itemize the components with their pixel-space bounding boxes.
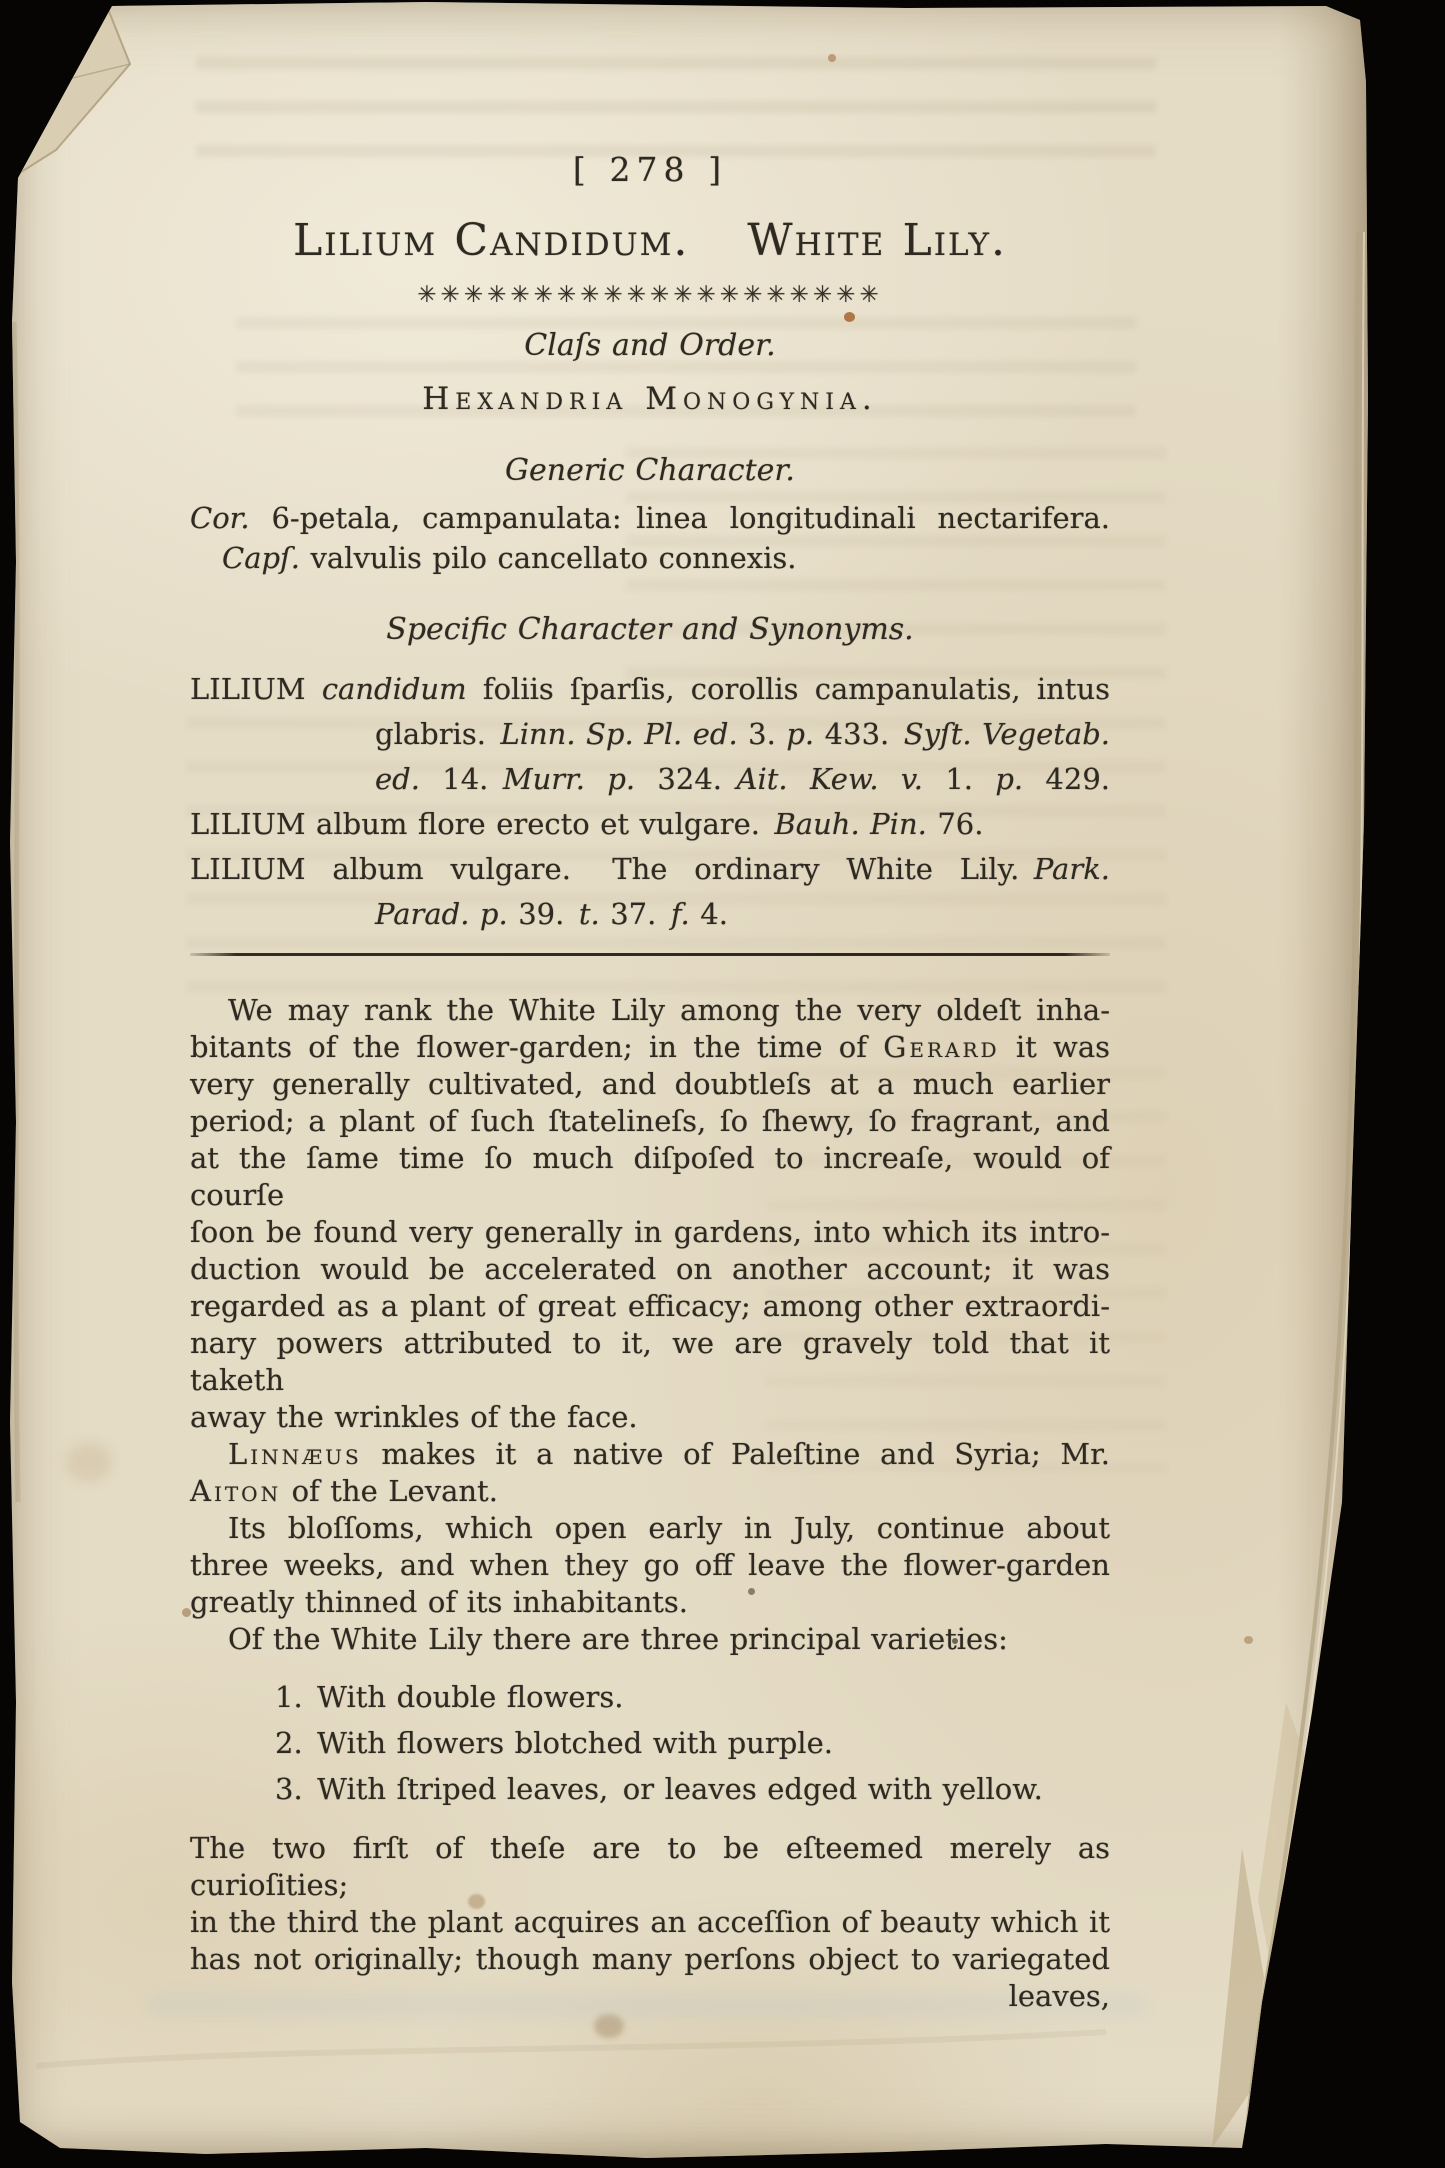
body-line: period; a plant of ſuch ſtatelineſs, ſo ſhewy, ſo fragrant, and bbox=[190, 1104, 1110, 1138]
body-line: has not originally; though many perſons object to variegated bbox=[190, 1942, 1110, 1976]
title-latin: Lilium Candidum. bbox=[292, 215, 690, 266]
body-line: in the third the plant acquires an acceſſion of beauty which it bbox=[190, 1905, 1110, 1939]
body-line: at the ſame time ſo much diſpoſed to increaſe, would of courſe bbox=[190, 1141, 1110, 1212]
ornament-rule: ✳✳✳✳✳✳✳✳✳✳✳✳✳✳✳✳✳✳✳✳ bbox=[417, 282, 883, 308]
body-line: very generally cultivated, and doubtleſs at a much earlier bbox=[190, 1067, 1110, 1101]
synonyms-block bbox=[190, 667, 1110, 937]
text-column bbox=[190, 0, 1110, 2015]
generic-character-heading: Generic Character. bbox=[505, 453, 795, 488]
variety-item: 2. With flowers blotched with purple. bbox=[275, 1726, 833, 1760]
body-line: Its bloſſoms, which open early in July, continue about bbox=[228, 1511, 1110, 1545]
class-order-heading: Claſs and Order. bbox=[524, 328, 776, 363]
body-line: ſoon be found very generally in gardens, into which its intro- bbox=[190, 1215, 1110, 1249]
synonym-line: LILIUM album vulgare. The ordinary White Lily. Park. bbox=[190, 852, 1110, 886]
section-divider-rule bbox=[190, 953, 1110, 956]
body-line: duction would be accelerated on another account; it was bbox=[190, 1252, 1110, 1286]
synonym-line: glabris. Linn. Sp. Pl. ed. 3. p. 433. Syſt. Vegetab. bbox=[375, 717, 1110, 751]
body-line: nary powers attributed to it, we are gravely told that it taketh bbox=[190, 1326, 1110, 1397]
body-line: Of the White Lily there are three principal varieties: bbox=[228, 1622, 1008, 1656]
class-order-value: Hexandria Monogynia. bbox=[422, 381, 878, 417]
specific-character-heading: Specific Character and Synonyms. bbox=[386, 612, 914, 647]
stain bbox=[1384, 1946, 1412, 1972]
variety-item: 3. With ſtriped leaves, or leaves edged with yellow. bbox=[275, 1772, 1043, 1806]
synonym-line: Parad. p. 39. t. 37. f. 4. bbox=[375, 897, 728, 931]
stain bbox=[1306, 2012, 1326, 2030]
variety-item: 1. With double flowers. bbox=[275, 1680, 624, 1714]
catchword: leaves, bbox=[1008, 1979, 1110, 2013]
synonym-line: LILIUM candidum foliis ſparſis, corollis campanulatis, intus bbox=[190, 672, 1110, 706]
generic-character-block bbox=[190, 498, 1110, 578]
body-line: Aiton of the Levant. bbox=[190, 1474, 498, 1508]
closing-paragraph bbox=[190, 1830, 1110, 2015]
synonym-line: ed. 14. Murr. p. 324. Ait. Kew. v. 1. p. 429. bbox=[375, 762, 1110, 796]
body-line: The two firſt of theſe are to be eſteemed merely as curioſities; bbox=[190, 1831, 1110, 1902]
title-english: White Lily. bbox=[747, 215, 1008, 266]
body-line: regarded as a plant of great efficacy; among other extraordi- bbox=[190, 1289, 1110, 1323]
corner-fold-flap bbox=[18, 4, 130, 174]
synonym-line: LILIUM album flore erecto et vulgare. Bauh. Pin. 76. bbox=[190, 807, 984, 841]
varieties-list bbox=[190, 1674, 1110, 1812]
body-line: bitants of the flower-garden; in the time of Gerard it was bbox=[190, 1030, 1110, 1064]
page-number: [ 278 ] bbox=[572, 150, 728, 189]
generic-character-line: Capſ. valvulis pilo cancellato connexis. bbox=[222, 541, 797, 575]
body-text bbox=[190, 992, 1110, 2015]
body-line: away the wrinkles of the face. bbox=[190, 1400, 638, 1434]
generic-character-line: Cor. 6-petala, campanulata: linea longitudinali nectarifera. bbox=[190, 501, 1110, 535]
body-line: Linnæus makes it a native of Paleſtine and Syria; Mr. bbox=[228, 1437, 1110, 1471]
body-line: greatly thinned of its inhabitants. bbox=[190, 1585, 689, 1619]
body-line: We may rank the White Lily among the very oldeſt inha- bbox=[228, 993, 1110, 1027]
body-line: three weeks, and when they go off leave the flower-garden bbox=[190, 1548, 1110, 1582]
article-title bbox=[190, 215, 1110, 266]
